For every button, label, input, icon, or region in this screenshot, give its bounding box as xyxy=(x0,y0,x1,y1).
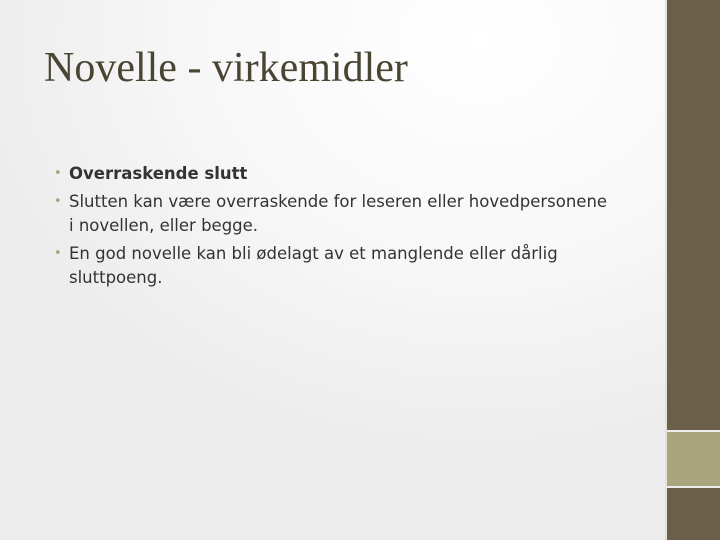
bullet-icon: • xyxy=(54,246,62,261)
bullet-text: Slutten kan være overraskende for leseren eller hovedpersonene i novellen, eller begge. xyxy=(69,192,608,235)
sidebar-top-panel xyxy=(667,0,720,430)
bullet-text: En god novelle kan bli ødelagt av et manglende eller dårlig sluttpoeng. xyxy=(69,244,558,287)
bullet-text: Overraskende slutt xyxy=(69,164,248,183)
bullet-item xyxy=(50,162,610,186)
bullet-icon: • xyxy=(54,166,62,181)
bullet-icon: • xyxy=(54,194,62,209)
sidebar-accent-panel xyxy=(667,432,720,486)
sidebar-bottom-panel xyxy=(667,488,720,540)
bullet-list xyxy=(50,162,610,294)
slide-title: Novelle - virkemidler xyxy=(44,45,408,91)
bullet-item xyxy=(50,190,610,238)
bullet-item xyxy=(50,242,610,290)
